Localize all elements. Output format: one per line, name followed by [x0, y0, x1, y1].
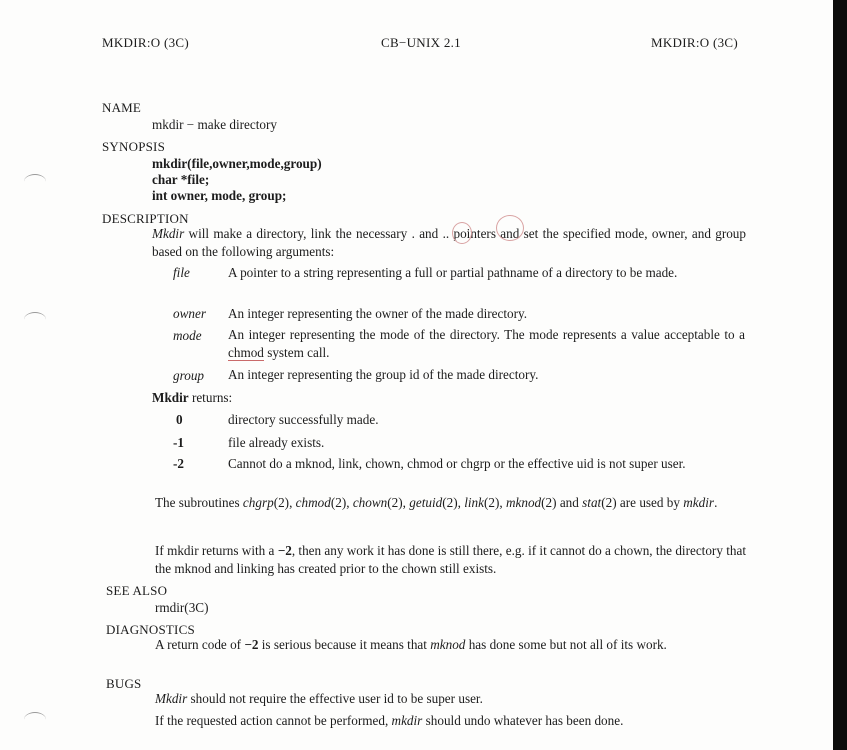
name-text: mkdir − make directory — [152, 117, 277, 132]
subroutine-ref: chown — [352, 495, 388, 510]
error-code: −2 — [277, 543, 292, 558]
punch-hole-shadow — [24, 174, 46, 189]
return-desc: Cannot do a mknod, link, chown, chmod or chgrp or the effective uid is not super user. — [228, 456, 686, 471]
header-center: CB−UNIX 2.1 — [381, 35, 461, 50]
cmd-name: mkdir — [391, 713, 423, 728]
arg-term: file — [173, 265, 190, 280]
returns-line: Mkdir returns: — [152, 390, 233, 405]
subroutine-ref: chmod — [295, 495, 331, 510]
diagnostics-heading: DIAGNOSTICS — [106, 622, 195, 637]
diagnostics-text: A return code of −2 is serious because it means that mknod has done some but not all of its work. — [155, 637, 667, 652]
cmd-name: Mkdir — [152, 390, 189, 405]
arg-term: owner — [173, 306, 206, 321]
scan-edge — [833, 0, 847, 750]
error-code: −2 — [244, 637, 259, 652]
return-code: 0 — [176, 412, 183, 427]
dot-pointer: . — [411, 226, 415, 241]
see-also-text: rmdir(3C) — [155, 600, 209, 615]
subroutine-ref: stat — [582, 495, 602, 510]
bugs-heading: BUGS — [106, 676, 142, 691]
arg-desc: An integer representing the owner of the made directory. — [228, 306, 528, 321]
header-right: MKDIR:O (3C) — [651, 35, 739, 50]
synopsis-heading: SYNOPSIS — [102, 139, 166, 154]
note-paragraph: If mkdir returns with a −2, then any work it has done is still there, e.g. if it cannot do a chown, the directory that the mknod and linking has created prior to the chown still exists. — [155, 543, 746, 576]
return-desc: file already exists. — [228, 435, 325, 450]
pen-circle-mark — [452, 222, 472, 244]
return-code: -2 — [173, 456, 184, 471]
return-desc: directory successfully made. — [228, 412, 379, 427]
arg-desc: A pointer to a string representing a full or partial pathname of a directory to be made. — [228, 265, 678, 280]
synopsis-line: char *file; — [152, 172, 210, 187]
header-left: MKDIR:O (3C) — [102, 35, 190, 50]
description-heading: DESCRIPTION — [102, 211, 189, 226]
punch-hole-shadow — [24, 712, 46, 727]
subroutines-paragraph: The subroutines chgrp(2), chmod(2), chown(2), getuid(2), link(2), mknod(2) and stat(2) are used by mkdir. — [155, 495, 718, 510]
arg-term: group — [173, 368, 205, 383]
chmod-marked: chmod — [228, 345, 264, 360]
subroutine-ref: getuid — [409, 495, 443, 510]
return-code: -1 — [173, 435, 184, 450]
arg-desc: An integer representing the group id of the made directory. — [228, 367, 539, 382]
see-also-heading: SEE ALSO — [106, 583, 168, 598]
cmd-name: Mkdir — [152, 226, 185, 241]
name-heading: NAME — [102, 100, 142, 115]
arg-desc: An integer representing the mode of the directory. The mode represents a value acceptable to a chmod system call. — [228, 327, 745, 360]
subroutine-ref: chgrp — [242, 495, 274, 510]
cmd-name: mknod — [430, 637, 466, 652]
subroutine-ref: mknod — [505, 495, 542, 510]
dotdot-pointer: .. — [442, 226, 450, 241]
bugs-line: If the requested action cannot be performed, mkdir should undo whatever has been done. — [155, 713, 624, 728]
punch-hole-shadow — [24, 312, 46, 327]
synopsis-line: int owner, mode, group; — [152, 188, 287, 203]
pen-circle-mark — [496, 215, 524, 241]
subroutine-ref: link — [464, 495, 484, 510]
description-intro: Mkdir will make a directory, link the necessary . and .. pointers and set the specified mode, owner, and group based on the following arguments: — [152, 226, 746, 259]
cmd-name: Mkdir — [155, 691, 188, 706]
cmd-name: mkdir — [683, 495, 715, 510]
synopsis-line: mkdir(file,owner,mode,group) — [152, 156, 322, 171]
bugs-line: Mkdir should not require the effective user id to be super user. — [155, 691, 483, 706]
arg-term: mode — [173, 328, 202, 343]
